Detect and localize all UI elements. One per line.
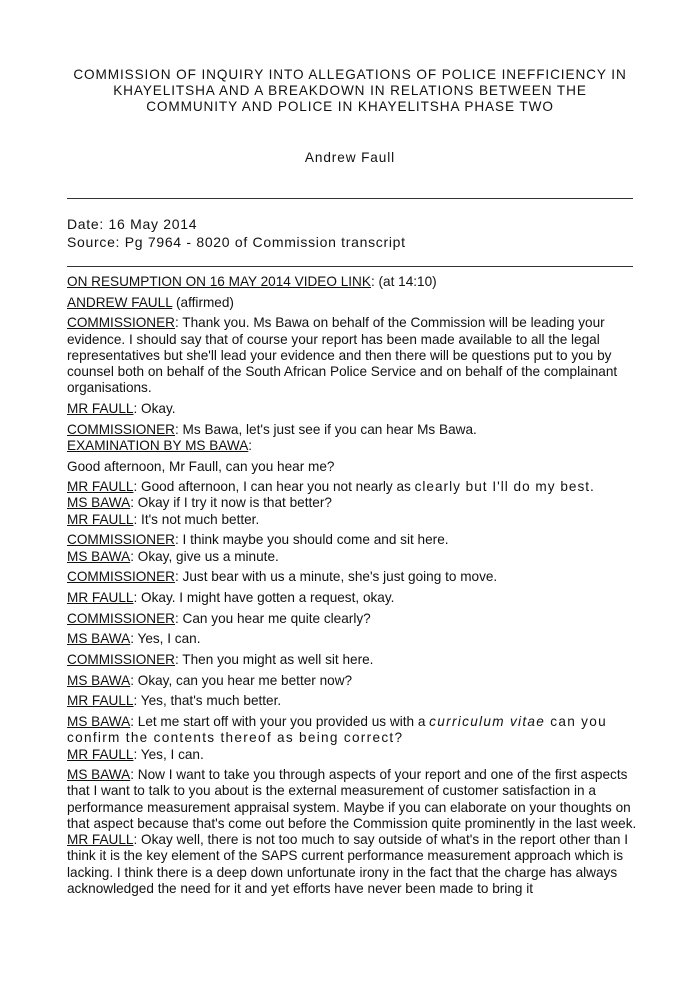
transcript-turn <box>67 459 637 475</box>
divider-bottom <box>67 266 633 267</box>
transcript-turn <box>67 315 637 396</box>
turn-text: : Let me start off with your you provided us with a <box>130 714 430 730</box>
source-line: Source: Pg 7964 - 8020 of Commission transcript <box>67 234 406 250</box>
resumption-heading: ON RESUMPTION ON 16 MAY 2014 VIDEO LINK <box>67 274 371 289</box>
turn-text: Good afternoon, Mr Faull, can you hear me? <box>67 458 335 474</box>
transcript-turn <box>67 652 637 668</box>
transcript-turn <box>67 611 637 627</box>
speaker-label: COMMISSIONER <box>67 569 175 585</box>
speaker-label: MR FAULL <box>67 693 134 709</box>
turn-text-after: can you confirm the contents thereof as being correct? <box>67 714 607 746</box>
transcript-turn <box>67 693 637 709</box>
witness-name: ANDREW FAULL <box>67 294 173 310</box>
examination-colon: : <box>248 437 253 453</box>
turn-text: : Okay, can you hear me better now? <box>130 672 353 688</box>
transcript-turn <box>67 479 637 495</box>
divider-top <box>67 198 633 199</box>
turn-text: : Ms Bawa, let's just see if you can hear Ms Bawa. <box>175 421 477 437</box>
transcript-turn <box>67 422 637 438</box>
transcript-turn <box>67 673 637 689</box>
witness-status: (affirmed) <box>172 294 234 310</box>
transcript-turn <box>67 832 637 897</box>
turn-text: : Thank you. Ms Bawa on behalf of the Commission will be leading your evidence. I should say that of course your report has been made available to all the legal representatives but she'll lead your evidence and then there will be questions put to you by counsel both on behalf of the South African Police Service and on behalf of the complainant organisations. <box>67 315 618 396</box>
transcript-turn <box>67 631 637 647</box>
transcript-turn <box>67 590 637 606</box>
turn-text: : Just bear with us a minute, she's just going to move. <box>175 569 498 585</box>
turn-text: : Okay if I try it now is that better? <box>130 495 332 511</box>
document-title: COMMISSION OF INQUIRY INTO ALLEGATIONS OF POLICE INEFFICIENCY IN KHAYELITSHA AND A BREAKDOWN IN RELATIONS BETWEEN THE COMMUNITY AND POLICE IN KHAYELITSHA PHASE TWO <box>73 67 627 114</box>
speaker-label: MR FAULL <box>67 832 134 848</box>
transcript-turn <box>67 512 637 528</box>
turn-text: : Yes, I can. <box>133 746 204 762</box>
speaker-label: COMMISSIONER <box>67 532 175 548</box>
speaker-label: MS BAWA <box>67 631 131 647</box>
speaker-label: MR FAULL <box>67 746 134 762</box>
examination-heading: EXAMINATION BY MS BAWA <box>67 437 249 453</box>
speaker-label: COMMISSIONER <box>67 421 175 437</box>
examination-heading-line <box>67 438 637 454</box>
turn-text: : It's not much better. <box>133 511 260 527</box>
speaker-label: MS BAWA <box>67 714 131 730</box>
speaker-label: MS BAWA <box>67 672 131 688</box>
speaker-label: MR FAULL <box>67 511 134 527</box>
speaker-label: COMMISSIONER <box>67 652 175 668</box>
turn-text: : Yes, that's much better. <box>133 693 282 709</box>
transcript-body <box>67 274 637 897</box>
resumption-time: : (at 14:10) <box>370 274 437 289</box>
turn-text-italic: curriculum vitae <box>429 714 546 730</box>
speaker-label: MS BAWA <box>67 495 131 511</box>
transcript-turn <box>67 401 637 417</box>
turn-text: : Okay. I might have gotten a request, okay. <box>133 589 395 605</box>
transcript-turn <box>67 767 637 832</box>
witness-line <box>67 295 637 311</box>
speaker-label: MS BAWA <box>67 767 131 783</box>
turn-text: : Good afternoon, I can hear you not nearly as <box>133 479 415 495</box>
speaker-label: MR FAULL <box>67 589 134 605</box>
turn-text: : Yes, I can. <box>130 631 201 647</box>
speaker-label: MR FAULL <box>67 479 134 495</box>
turn-text: : Now I want to take you through aspects of your report and one of the first aspects that I want to talk to you about is the external measurement of customer satisfaction in a performance measurement appraisal system. Maybe if you can elaborate on your thoughts on that aspect because that's come out before the Commission quite prominently in the last week. <box>67 767 637 831</box>
speaker-label: COMMISSIONER <box>67 315 175 331</box>
turn-text: : Can you hear me quite clearly? <box>175 610 371 626</box>
transcript-turn <box>67 495 637 511</box>
transcript-turn <box>67 747 637 763</box>
turn-text: : Then you might as well sit here. <box>175 652 374 668</box>
transcript-turn <box>67 532 637 548</box>
author-name: Andrew Faull <box>304 150 396 165</box>
turn-text: : I think maybe you should come and sit here. <box>175 532 449 548</box>
date-line: Date: 16 May 2014 <box>67 216 198 232</box>
transcript-turn <box>67 569 637 585</box>
transcript-turn <box>67 549 637 565</box>
turn-text: : Okay, give us a minute. <box>130 548 279 564</box>
turn-text-spaced: clearly but I'll do my best. <box>414 479 595 495</box>
speaker-label: MR FAULL <box>67 400 134 416</box>
turn-text: : Okay. <box>133 400 176 416</box>
resumption-line <box>67 274 637 290</box>
turn-text: : Okay well, there is not too much to say outside of what's in the report other than I think it is the key element of the SAPS current performance measurement approach which is lacking. I think there is a deep down unfortunate irony in the fact that the charge has always acknowledged the need for it and yet efforts have never been made to bring it <box>67 832 628 896</box>
speaker-label: COMMISSIONER <box>67 610 175 626</box>
transcript-turn <box>67 714 637 746</box>
speaker-label: MS BAWA <box>67 548 131 564</box>
